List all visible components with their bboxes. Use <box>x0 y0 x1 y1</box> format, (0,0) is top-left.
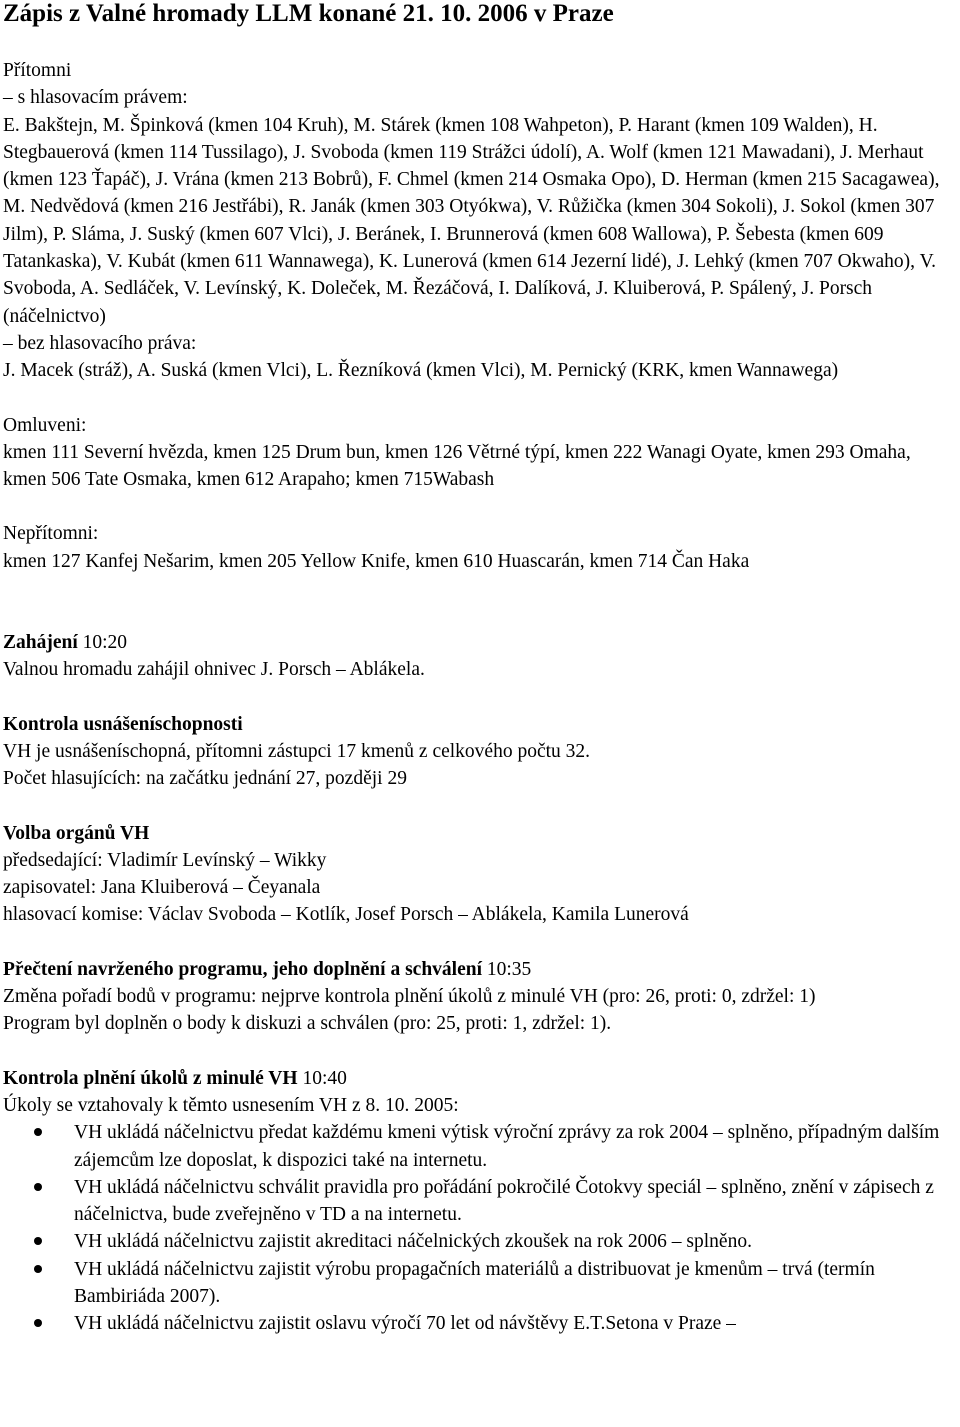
tasks-heading: Kontrola plnění úkolů z minulé VH <box>3 1067 298 1089</box>
program-line: Změna pořadí bodů v programu: nejprve kontrola plnění úkolů z minulé VH (pro: 26, proti: 0, zdržel: 1) <box>3 986 816 1008</box>
task-text: VH ukládá náčelnictvu zajistit oslavu výročí 70 let od návštěvy E.T.Setona v Praze – <box>74 1313 736 1335</box>
tasks-intro: Úkoly se vztahovaly k těmto usnesením VH z 8. 10. 2005: <box>3 1094 459 1116</box>
absent-heading: Nepřítomni: <box>3 523 99 545</box>
bullet-icon <box>34 1128 42 1136</box>
tasks-time: 10:40 <box>302 1067 347 1089</box>
task-text: VH ukládá náčelnictvu schválit pravidla pro pořádání pokročilé Čotokvy speciál – splněno, znění v zápisech z náčelnictva, bude zveřejněno v TD a na internetu. <box>74 1176 934 1226</box>
quorum-line: Počet hlasujících: na začátku jednání 27, později 29 <box>3 768 407 790</box>
tasks-list <box>3 1119 956 1337</box>
list-item <box>3 1228 956 1255</box>
list-item <box>3 1119 956 1174</box>
bullet-icon <box>34 1183 42 1191</box>
organs-line: hlasovací komise: Václav Svoboda – Kotlík, Josef Porsch – Ablákela, Kamila Lunerová <box>3 904 689 926</box>
present-without-vote-label: – bez hlasovacího práva: <box>3 332 197 354</box>
program-line: Program byl doplněn o body k diskuzi a schválen (pro: 25, proti: 1, zdržel: 1). <box>3 1013 612 1035</box>
program-heading-line <box>3 956 956 983</box>
task-text: VH ukládá náčelnictvu předat každému kmeni výtisk výroční zprávy za rok 2004 – splněno, případným dalším zájemcům lze doposlat, k dispozici také na internetu. <box>74 1122 940 1171</box>
opening-heading-line <box>3 629 956 656</box>
list-item <box>3 1256 956 1311</box>
quorum-line: VH je usnášeníschopná, přítomni zástupci 17 kmenů z celkového počtu 32. <box>3 740 591 762</box>
present-without-vote-list: J. Macek (stráž), A. Suská (kmen Vlci), L. Řezníková (kmen Vlci), M. Pernický (KRK, kmen Wannawega) <box>3 360 839 382</box>
excused-heading: Omluveni: <box>3 414 87 436</box>
opening-line: Valnou hromadu zahájil ohnivec J. Porsch – Ablákela. <box>3 659 425 681</box>
excused-list: kmen 111 Severní hvězda, kmen 125 Drum bun, kmen 126 Větrné týpí, kmen 222 Wanagi Oyate, kmen 293 Omaha, kmen 506 Tate Osmaka, kmen 612 Arapaho; kmen 715Wabash <box>3 441 911 491</box>
absent-section <box>3 520 956 575</box>
tasks-section <box>3 1065 956 1338</box>
organs-line: předsedající: Vladimír Levínský – Wikky <box>3 849 327 871</box>
quorum-heading: Kontrola usnášeníschopnosti <box>3 713 243 735</box>
task-text: VH ukládá náčelnictvu zajistit akreditaci náčelnických zkoušek na rok 2006 – splněno. <box>74 1231 752 1253</box>
excused-section <box>3 412 956 494</box>
list-item <box>3 1310 956 1337</box>
task-text: VH ukládá náčelnictvu zajistit výrobu propagačních materiálů a distribuovat je kmenům – trvá (termín Bambiriáda 2007). <box>74 1258 875 1307</box>
opening-section <box>3 629 956 684</box>
tasks-heading-line <box>3 1065 956 1092</box>
organs-heading: Volba orgánů VH <box>3 822 150 844</box>
opening-heading: Zahájení <box>3 632 78 654</box>
bullet-icon <box>34 1265 42 1273</box>
program-section <box>3 956 956 1038</box>
program-heading: Přečtení navrženého programu, jeho doplnění a schválení <box>3 958 482 980</box>
present-heading: Přítomni <box>3 60 72 81</box>
program-time: 10:35 <box>486 958 532 980</box>
document-title: Zápis z Valné hromady LLM konané 21. 10. 2006 v Praze <box>3 0 614 27</box>
organs-line: zapisovatel: Jana Kluiberová – Čeyanala <box>3 877 321 899</box>
list-item <box>3 1174 956 1229</box>
present-with-vote-label: – s hlasovacím právem: <box>3 87 188 109</box>
bullet-icon <box>34 1237 42 1245</box>
present-with-vote-list: E. Bakštejn, M. Špinková (kmen 104 Kruh), M. Stárek (kmen 108 Wahpeton), P. Harant (kmen 109 Walden), H. Stegbauerová (kmen 114 Tussilago), J. Svoboda (kmen 119 Strážci údolí), A. Wolf (kmen 121 Mawadani), J. Merhaut (kmen 123 Ťapáč), J. Vrána (kmen 213 Bobrů), F. Chmel (kmen 214 Osmaka Opo), D. Herman (kmen 215 Sacagawea), M. Nedvědová (kmen 216 Jestřábi), R. Janák (kmen 303 Otyókwa), V. Růžička (kmen 304 Sokoli), J. Sokol (kmen 307 Jilm), P. Sláma, J. Suský (kmen 607 Vlci), J. Beránek, I. Brunnerová (kmen 608 Wallowa), P. Šebesta (kmen 609 Tatankaska), V. Kubát (kmen 611 Wannawega), K. Lunerová (kmen 614 Jezerní lidé), J. Lehký (kmen 707 Okwaho), V. Svoboda, A. Sedláček, V. Levínský, K. Doleček, M. Řezáčová, I. Dalíková, J. Kluiberová, P. Spálený, J. Porsch (náčelnictvo) <box>3 114 940 327</box>
quorum-section <box>3 711 956 793</box>
organs-section <box>3 820 956 929</box>
present-section <box>3 57 956 385</box>
bullet-icon <box>34 1319 42 1327</box>
absent-list: kmen 127 Kanfej Nešarim, kmen 205 Yellow Knife, kmen 610 Huascarán, kmen 714 Čan Haka <box>3 550 750 572</box>
opening-time: 10:20 <box>82 632 128 654</box>
